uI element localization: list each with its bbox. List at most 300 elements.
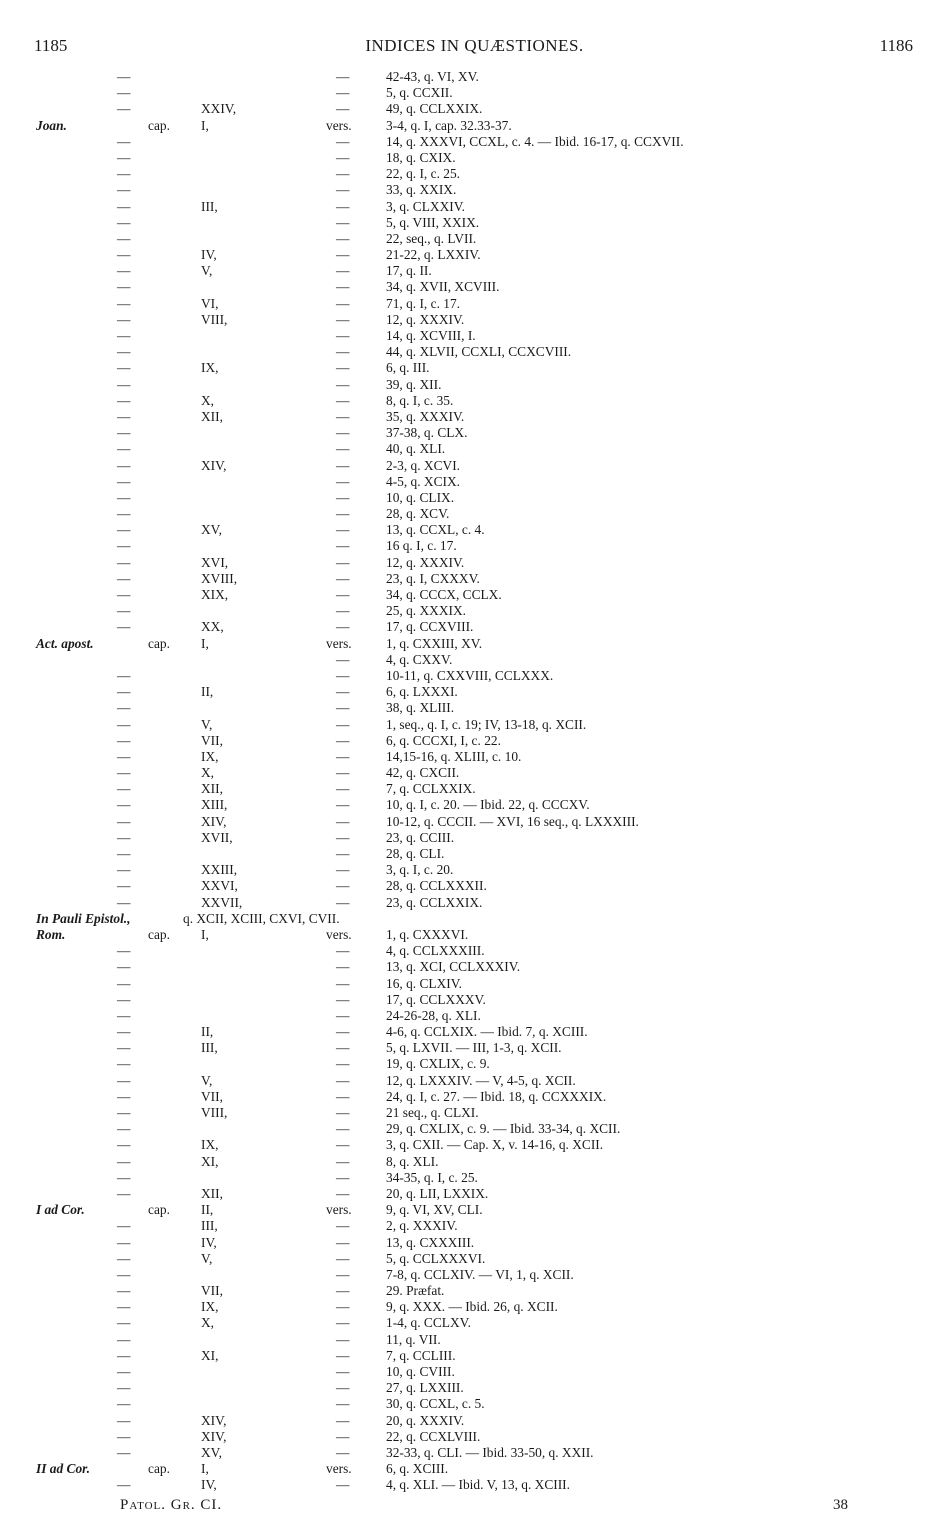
cap-label: cap. [148, 1202, 170, 1218]
chapter-number: XII, [201, 1185, 223, 1201]
reference-text: 17, q. II. [386, 263, 432, 279]
index-row [0, 69, 949, 85]
reference-text: 12, q. XXXIV. [386, 554, 465, 570]
chapter-number: IX, [201, 748, 219, 764]
chapter-number: XX, [201, 619, 224, 635]
index-row [0, 425, 949, 441]
chapter-number: V, [201, 1072, 213, 1088]
ditto-dash: — [117, 230, 131, 246]
verse-label: — [336, 846, 350, 861]
ditto-dash: — [117, 554, 131, 570]
verse-label: — [336, 700, 350, 716]
index-row [0, 328, 949, 344]
index-row [0, 393, 949, 409]
ditto-dash: — [117, 684, 131, 700]
reference-text: 29, q. CXLIX, c. 9. — Ibid. 33-34, q. XCII. [386, 1121, 621, 1137]
index-row [0, 700, 949, 716]
reference-text: 4, q. CCLXXXIII. [386, 943, 485, 959]
chapter-number: III, [201, 198, 218, 214]
verse-label: — [336, 684, 350, 700]
ditto-dash: — [117, 133, 131, 149]
verse-label: — [336, 328, 350, 343]
ditto-dash: — [117, 69, 131, 84]
index-row [0, 1315, 949, 1331]
verse-label: vers. [326, 117, 352, 133]
index-row [0, 797, 949, 813]
reference-text: 3, q. CXII. — Cap. X, v. 14-16, q. XCII. [386, 1137, 604, 1153]
index-row [0, 118, 949, 134]
chapter-number: VII, [201, 1088, 223, 1104]
index-row [0, 1008, 949, 1024]
index-row [0, 846, 949, 862]
chapter-number: VIII, [201, 1105, 228, 1120]
reference-text: 11, q. VII. [386, 1331, 441, 1347]
index-row [0, 538, 949, 554]
reference-text: 33, q. XXIX. [386, 182, 457, 198]
index-row [0, 1202, 949, 1218]
verse-label: — [336, 554, 350, 570]
ditto-dash: — [117, 991, 131, 1007]
verse-label: — [336, 975, 350, 991]
verse-label: — [336, 506, 350, 522]
reference-text: 10-12, q. CCCII. — XVI, 16 seq., q. LXXXIII. [386, 813, 639, 829]
index-row [0, 360, 949, 376]
ditto-dash: — [117, 1299, 131, 1315]
index-row [0, 1445, 949, 1461]
chapter-number: X, [201, 765, 215, 781]
verse-label: vers. [326, 1202, 352, 1218]
ditto-dash: — [117, 295, 131, 311]
verse-label: — [336, 1283, 350, 1299]
ditto-dash: — [117, 1024, 131, 1040]
index-row [0, 1105, 949, 1121]
ditto-dash: — [117, 603, 131, 619]
reference-text: 23, q. I, CXXXV. [386, 570, 480, 586]
chapter-number: VI, [201, 295, 219, 311]
index-row [0, 1299, 949, 1315]
index-row [0, 1251, 949, 1267]
reference-text: 18, q. CXIX. [386, 149, 456, 165]
index-row [0, 668, 949, 684]
ditto-dash: — [117, 1185, 131, 1201]
chapter-number: I, [201, 1461, 209, 1477]
verse-label: — [336, 1169, 350, 1185]
ditto-dash: — [117, 1283, 131, 1299]
verse-label: — [336, 441, 350, 457]
verse-label: — [336, 732, 350, 748]
reference-text: 44, q. XLVII, CCXLI, CCXCVIII. [386, 344, 572, 360]
ditto-dash: — [117, 1218, 131, 1234]
reference-text: 3, q. I, c. 20. [386, 862, 454, 878]
book-name: Act. apost. [36, 635, 94, 651]
ditto-dash: — [117, 1396, 131, 1412]
reference-text: 28, q. CCLXXXII. [386, 878, 487, 894]
index-row [0, 166, 949, 182]
book-name: Rom. [36, 926, 66, 942]
ditto-dash: — [117, 473, 131, 489]
reference-text: 10, q. I, c. 20. — Ibid. 22, q. CCCXV. [386, 797, 590, 813]
book-name: II ad Cor. [36, 1461, 90, 1477]
index-row [0, 781, 949, 797]
ditto-dash: — [117, 1121, 131, 1137]
verse-label: — [336, 376, 350, 392]
ditto-dash: — [117, 408, 131, 424]
ditto-dash: — [117, 878, 131, 894]
ditto-dash: — [117, 489, 131, 505]
verse-label: — [336, 392, 350, 408]
chapter-number: X, [201, 1315, 215, 1331]
chapter-number: V, [201, 716, 213, 732]
index-row [0, 441, 949, 457]
verse-label: — [336, 587, 350, 602]
index-row [0, 458, 949, 474]
reference-text: 8, q. I, c. 35. [386, 392, 454, 408]
index-row [0, 717, 949, 733]
ditto-dash: — [117, 1234, 131, 1250]
chapter-number: X, [201, 392, 215, 408]
chapter-number: II, [201, 1024, 214, 1040]
ditto-dash: — [117, 716, 131, 732]
chapter-number: XV, [201, 1444, 222, 1460]
reference-text: 4, q. XLI. — Ibid. V, 13, q. XCIII. [386, 1477, 570, 1493]
ditto-dash: — [117, 328, 131, 343]
ditto-dash: — [117, 1347, 131, 1363]
ditto-dash: — [117, 538, 131, 554]
cap-label: cap. [148, 635, 170, 651]
verse-label: — [336, 1105, 350, 1120]
reference-text: 71, q. I, c. 17. [386, 295, 461, 311]
index-row [0, 474, 949, 490]
chapter-number: V, [201, 1250, 213, 1266]
verse-label: — [336, 797, 350, 813]
chapter-number: XIX, [201, 587, 229, 602]
index-row [0, 830, 949, 846]
reference-text: 14, q. XCVIII, I. [386, 328, 476, 343]
verse-label: — [336, 651, 350, 667]
left-page-number: 1185 [34, 36, 68, 55]
index-row [0, 150, 949, 166]
verse-label: — [336, 538, 350, 554]
page-footer [0, 1497, 949, 1519]
verse-label: — [336, 101, 350, 117]
ditto-dash: — [117, 344, 131, 360]
reference-text: 22, q. CCXLVIII. [386, 1428, 481, 1444]
ditto-dash: — [117, 959, 131, 975]
ditto-dash: — [117, 700, 131, 716]
ditto-dash: — [117, 1072, 131, 1088]
reference-text: 14,15-16, q. XLIII, c. 10. [386, 748, 522, 764]
reference-text: 24, q. I, c. 27. — Ibid. 18, q. CCXXXIX. [386, 1088, 607, 1104]
verse-label: — [336, 570, 350, 586]
verse-label: — [336, 1477, 350, 1493]
reference-text: 3-4, q. I, cap. 32.33-37. [386, 117, 512, 133]
reference-text: 9, q. XXX. — Ibid. 26, q. XCII. [386, 1299, 558, 1315]
reference-text: 4, q. CXXV. [386, 651, 453, 667]
chapter-number: XIV, [201, 1412, 227, 1428]
reference-text: 23, q. CCIII. [386, 829, 455, 845]
ditto-dash: — [117, 667, 131, 683]
index-row [0, 1396, 949, 1412]
book-name: Joan. [36, 117, 67, 133]
index-row [0, 344, 949, 360]
ditto-dash: — [117, 587, 131, 602]
ditto-dash: — [117, 1315, 131, 1331]
index-row [0, 1461, 949, 1477]
index-row [0, 1477, 949, 1493]
reference-text: 14, q. XXXVI, CCXL, c. 4. — Ibid. 16-17, q. CCXVII. [386, 133, 684, 149]
index-row [0, 943, 949, 959]
reference-text: 37-38, q. CLX. [386, 425, 468, 441]
verse-label: — [336, 991, 350, 1007]
ditto-dash: — [117, 376, 131, 392]
verse-label: — [336, 166, 350, 182]
reference-text: 9, q. VI, XV, CLI. [386, 1202, 483, 1218]
verse-label: — [336, 1153, 350, 1169]
index-row [0, 1235, 949, 1251]
verse-label: — [336, 716, 350, 732]
chapter-number: XII, [201, 408, 223, 424]
reference-text: 17, q. CCLXXXV. [386, 991, 486, 1007]
index-row [0, 1121, 949, 1137]
ditto-dash: — [117, 182, 131, 198]
index-row [0, 765, 949, 781]
reference-text: 13, q. CXXXIII. [386, 1234, 475, 1250]
verse-label: — [336, 878, 350, 894]
reference-text: 10, q. CVIII. [386, 1364, 455, 1379]
verse-label: vers. [326, 635, 352, 651]
ditto-dash: — [117, 765, 131, 781]
verse-label: — [336, 813, 350, 829]
index-row [0, 1089, 949, 1105]
verse-label: — [336, 1088, 350, 1104]
verse-label: — [336, 522, 350, 538]
verse-label: — [336, 295, 350, 311]
verse-label: — [336, 1218, 350, 1234]
reference-text: 49, q. CCLXXIX. [386, 101, 483, 117]
index-row [0, 506, 949, 522]
ditto-dash: — [117, 1040, 131, 1056]
ditto-dash: — [117, 1412, 131, 1428]
ditto-dash: — [117, 1477, 131, 1493]
verse-label: — [336, 1121, 350, 1137]
chapter-number: IX, [201, 1137, 219, 1153]
verse-label: — [336, 149, 350, 165]
ditto-dash: — [117, 425, 131, 441]
verse-label: — [336, 214, 350, 230]
index-row [0, 878, 949, 894]
ditto-dash: — [117, 1444, 131, 1460]
index-row [0, 976, 949, 992]
index-row [0, 134, 949, 150]
ditto-dash: — [117, 198, 131, 214]
index-row [0, 1137, 949, 1153]
index-row [0, 263, 949, 279]
index-row [0, 733, 949, 749]
page-header [0, 36, 949, 60]
chapter-number: XIII, [201, 797, 228, 813]
ditto-dash: — [117, 166, 131, 182]
index-row [0, 522, 949, 538]
reference-text: 10, q. CLIX. [386, 489, 455, 505]
reference-text: 17, q. CCXVIII. [386, 619, 474, 635]
chapter-number: XVII, [201, 829, 233, 845]
entry-text: q. XCII, XCIII, CXVI, CVII. [183, 910, 340, 926]
ditto-dash: — [117, 1331, 131, 1347]
ditto-dash: — [117, 311, 131, 327]
chapter-number: VII, [201, 1283, 223, 1299]
reference-text: 16, q. CLXIV. [386, 975, 463, 991]
ditto-dash: — [117, 1105, 131, 1120]
verse-label: — [336, 1428, 350, 1444]
verse-label: — [336, 489, 350, 505]
reference-text: 1, seq., q. I, c. 19; IV, 13-18, q. XCII. [386, 716, 587, 732]
chapter-number: XVIII, [201, 570, 238, 586]
index-row [0, 182, 949, 198]
reference-text: 23, q. CCLXXIX. [386, 894, 483, 910]
verse-label: — [336, 133, 350, 149]
reference-text: 42-43, q. VI, XV. [386, 69, 479, 84]
reference-text: 5, q. CCLXXXVI. [386, 1250, 486, 1266]
reference-text: 19, q. CXLIX, c. 9. [386, 1056, 490, 1072]
index-row [0, 1380, 949, 1396]
reference-text: 1, q. CXXIII, XV. [386, 635, 483, 651]
verse-label: — [336, 247, 350, 263]
verse-label: — [336, 1347, 350, 1363]
reference-text: 1-4, q. CCLXV. [386, 1315, 471, 1331]
chapter-number: XXVI, [201, 878, 238, 894]
ditto-dash: — [117, 975, 131, 991]
index-row [0, 101, 949, 117]
ditto-dash: — [117, 894, 131, 910]
ditto-dash: — [117, 570, 131, 586]
verse-label: — [336, 1412, 350, 1428]
index-row [0, 862, 949, 878]
ditto-dash: — [117, 619, 131, 635]
footer-signature: Patol. Gr. CI. [120, 1497, 223, 1513]
reference-text: 22, seq., q. LVII. [386, 230, 477, 246]
chapter-number: XV, [201, 522, 222, 538]
verse-label: — [336, 765, 350, 781]
chapter-number: II, [201, 1202, 214, 1218]
index-row [0, 1056, 949, 1072]
ditto-dash: — [117, 1007, 131, 1023]
verse-label: — [336, 69, 350, 84]
reference-text: 2, q. XXXIV. [386, 1218, 458, 1234]
reference-text: 6, q. CCCXI, I, c. 22. [386, 732, 501, 748]
chapter-number: XI, [201, 1153, 219, 1169]
ditto-dash: — [117, 214, 131, 230]
index-row [0, 911, 949, 927]
index-row [0, 555, 949, 571]
index-row [0, 814, 949, 830]
ditto-dash: — [117, 1364, 131, 1379]
reference-text: 27, q. LXXIII. [386, 1380, 464, 1396]
reference-text: 5, q. VIII, XXIX. [386, 214, 480, 230]
verse-label: — [336, 1364, 350, 1379]
cap-label: cap. [148, 1461, 170, 1477]
reference-text: 40, q. XLI. [386, 441, 446, 457]
index-row [0, 1024, 949, 1040]
index-row [0, 199, 949, 215]
chapter-number: III, [201, 1040, 218, 1056]
verse-label: — [336, 619, 350, 635]
chapter-number: XXIII, [201, 862, 238, 878]
verse-label: — [336, 862, 350, 878]
reference-text: 12, q. XXXIV. [386, 311, 465, 327]
verse-label: — [336, 1024, 350, 1040]
reference-text: 6, q. III. [386, 360, 430, 376]
page-title: INDICES IN QUÆSTIONES. [365, 36, 584, 55]
chapter-number: XIV, [201, 1428, 227, 1444]
ditto-dash: — [117, 522, 131, 538]
index-row [0, 619, 949, 635]
index-row [0, 1218, 949, 1234]
verse-label: — [336, 781, 350, 797]
verse-label: — [336, 667, 350, 683]
verse-label: — [336, 279, 350, 295]
index-row [0, 895, 949, 911]
reference-text: 21-22, q. LXXIV. [386, 247, 481, 263]
verse-label: — [336, 829, 350, 845]
reference-text: 1, q. CXXXVI. [386, 926, 469, 942]
reference-text: 21 seq., q. CLXI. [386, 1105, 479, 1120]
chapter-number: XIV, [201, 813, 227, 829]
verse-label: — [336, 1137, 350, 1153]
ditto-dash: — [117, 441, 131, 457]
verse-label: vers. [326, 1461, 352, 1477]
index-row [0, 571, 949, 587]
reference-text: 4-5, q. XCIX. [386, 473, 461, 489]
index-row [0, 1348, 949, 1364]
verse-label: — [336, 408, 350, 424]
reference-text: 2-3, q. XCVI. [386, 457, 461, 473]
reference-text: 32-33, q. CLI. — Ibid. 33-50, q. XXII. [386, 1444, 594, 1460]
reference-text: 35, q. XXXIV. [386, 408, 465, 424]
index-row [0, 652, 949, 668]
index-row [0, 1332, 949, 1348]
chapter-number: III, [201, 1218, 218, 1234]
ditto-dash: — [117, 813, 131, 829]
index-row [0, 279, 949, 295]
reference-text: 24-26-28, q. XLI. [386, 1007, 481, 1023]
reference-text: 34, q. CCCX, CCLX. [386, 587, 502, 602]
reference-text: 29. Præfat. [386, 1283, 445, 1299]
chapter-number: IX, [201, 1299, 219, 1315]
ditto-dash: — [117, 943, 131, 959]
reference-text: 10-11, q. CXXVIII, CCLXXX. [386, 667, 554, 683]
reference-text: 7, q. CCLIII. [386, 1347, 456, 1363]
ditto-dash: — [117, 1266, 131, 1282]
index-row [0, 992, 949, 1008]
index-row [0, 409, 949, 425]
index-row [0, 749, 949, 765]
verse-label: — [336, 198, 350, 214]
index-row [0, 1154, 949, 1170]
chapter-number: XII, [201, 781, 223, 797]
ditto-dash: — [117, 781, 131, 797]
verse-label: — [336, 1250, 350, 1266]
chapter-number: VII, [201, 732, 223, 748]
ditto-dash: — [117, 1056, 131, 1072]
verse-label: — [336, 1185, 350, 1201]
verse-label: — [336, 230, 350, 246]
reference-text: 20, q. XXXIV. [386, 1412, 465, 1428]
verse-label: — [336, 1396, 350, 1412]
chapter-number: XXVII, [201, 894, 243, 910]
index-row [0, 1413, 949, 1429]
ditto-dash: — [117, 392, 131, 408]
chapter-number: IV, [201, 1477, 217, 1493]
